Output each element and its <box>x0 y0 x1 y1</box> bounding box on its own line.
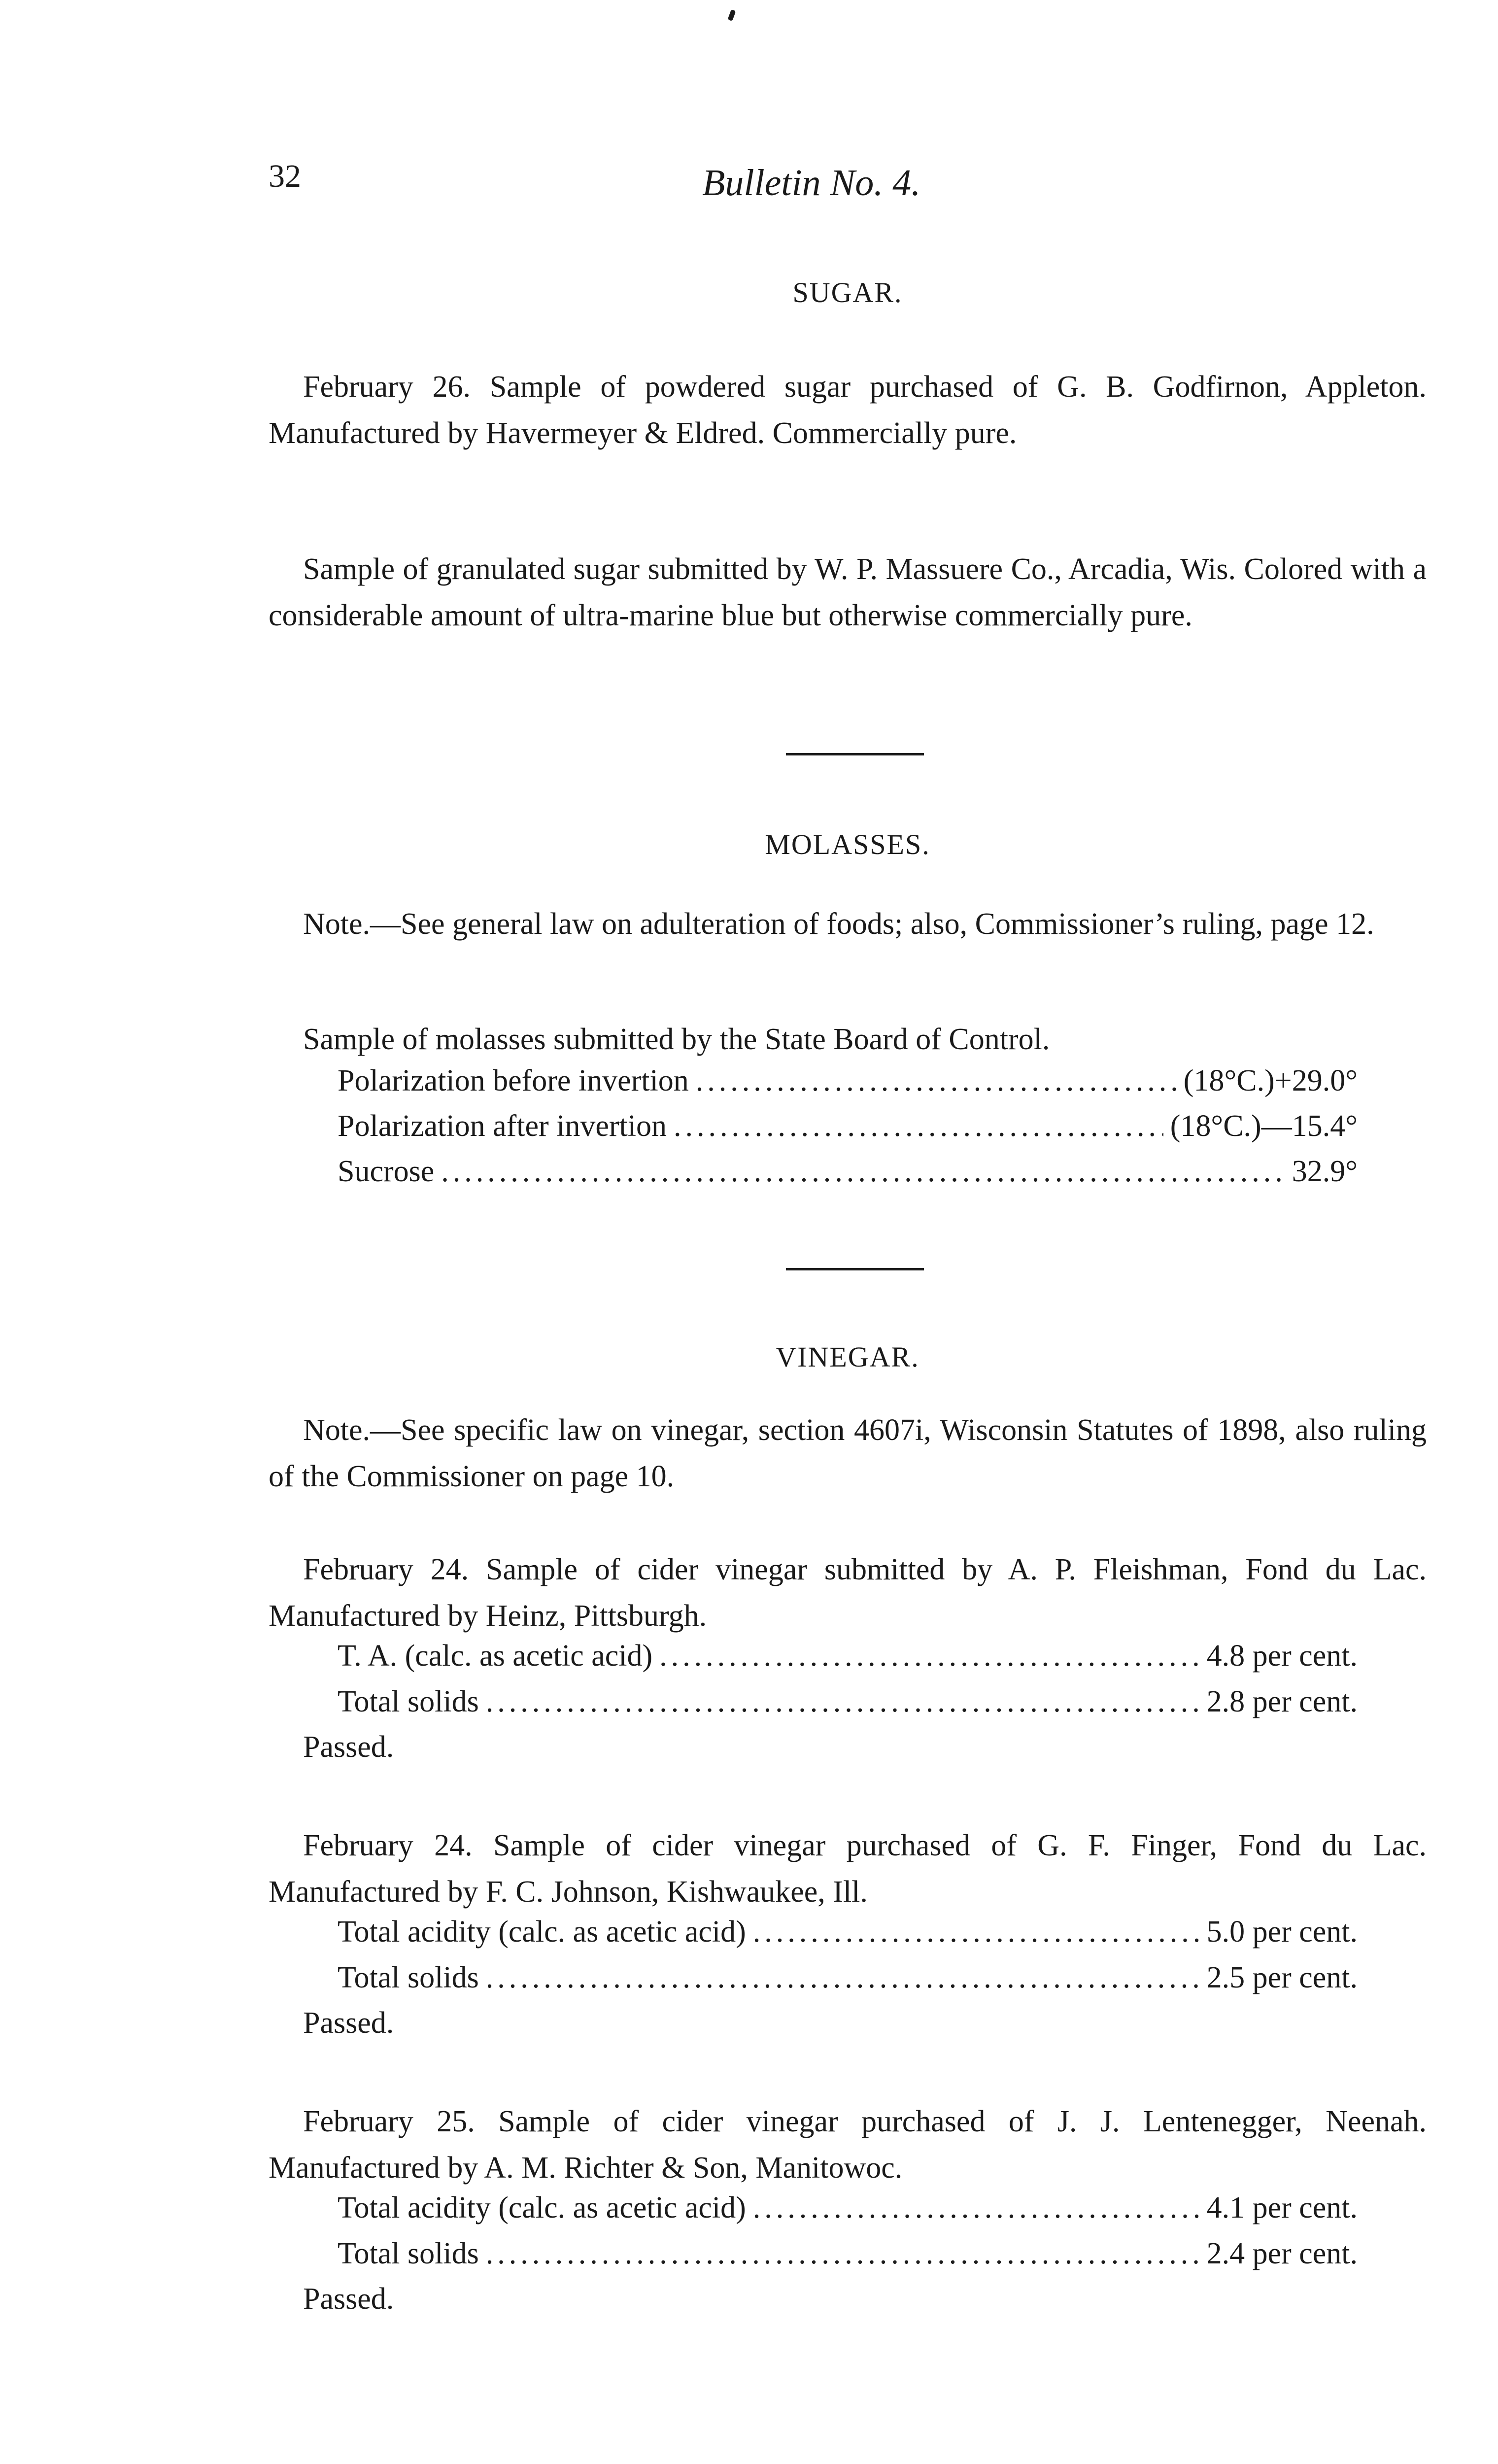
vinegar-note: Note.—See specific law on vinegar, section 4607i, Wisconsin Statutes of 1898, also ruling of the Commissioner on page 10. <box>269 1413 1427 1493</box>
dot-leader <box>486 1960 1200 1995</box>
page-header <box>269 158 1427 207</box>
row-value: 32.9° <box>1292 1155 1358 1188</box>
row-label: Total acidity (calc. as acetic acid) <box>338 2191 746 2224</box>
row-value: (18°C.)+29.0° <box>1183 1064 1358 1097</box>
row-value: 2.8 per cent. <box>1206 1685 1358 1718</box>
molasses-sample: Sample of molasses submitted by the State Board of Control. <box>303 1023 1050 1056</box>
dot-leader <box>674 1109 1163 1144</box>
molasses-row <box>338 1154 1358 1189</box>
dot-leader <box>753 2190 1200 2225</box>
section-title-sugar: SUGAR. <box>792 276 903 308</box>
section-divider <box>786 753 924 755</box>
vinegar-row <box>338 1915 1358 1950</box>
dot-leader <box>441 1154 1285 1189</box>
ink-speck <box>728 9 736 21</box>
vinegar-entry-text: February 24. Sample of cider vinegar submitted by A. P. Fleishman, Fond du Lac. Manufactured by Heinz, Pittsburgh. <box>269 1553 1427 1633</box>
dot-leader <box>486 1684 1200 1719</box>
row-value: 2.4 per cent. <box>1206 2237 1358 2270</box>
vinegar-row <box>338 2190 1358 2225</box>
section-title-molasses: MOLASSES. <box>765 828 930 860</box>
row-label: Total solids <box>338 1685 479 1718</box>
vinegar-result: Passed. <box>303 2006 394 2040</box>
vinegar-entry-text: February 25. Sample of cider vinegar purchased of J. J. Lentenegger, Neenah. Manufactured by A. M. Richter & Son, Manitowoc. <box>269 2105 1427 2185</box>
row-label: Polarization before invertion <box>338 1064 689 1097</box>
dot-leader <box>696 1063 1177 1098</box>
row-value: 2.5 per cent. <box>1206 1961 1358 1994</box>
row-value: 5.0 per cent. <box>1206 1915 1358 1949</box>
section-title-vinegar: VINEGAR. <box>776 1341 919 1373</box>
sugar-paragraph-2: Sample of granulated sugar submitted by W. P. Massuere Co., Arcadia, Wis. Colored with a considerable amount of ultra-marine blue but otherwise commercially pure. <box>269 552 1427 632</box>
row-label: Sucrose <box>338 1155 435 1188</box>
row-label: T. A. (calc. as acetic acid) <box>338 1639 653 1673</box>
row-label: Polarization after invertion <box>338 1109 667 1143</box>
row-value: 4.8 per cent. <box>1206 1639 1358 1673</box>
vinegar-result: Passed. <box>303 2282 394 2316</box>
vinegar-entry-text: February 24. Sample of cider vinegar purchased of G. F. Finger, Fond du Lac. Manufactured by F. C. Johnson, Kishwaukee, Ill. <box>269 1829 1427 1909</box>
row-value: (18°C.)—15.4° <box>1170 1109 1358 1143</box>
running-head: Bulletin No. 4. <box>702 162 921 204</box>
row-label: Total solids <box>338 1961 479 1994</box>
row-label: Total acidity (calc. as acetic acid) <box>338 1915 746 1949</box>
sugar-paragraph-1: February 26. Sample of powdered sugar purchased of G. B. Godfirnon, Appleton. Manufactured by Havermeyer & Eldred. Commercially pure. <box>269 370 1427 450</box>
vinegar-row <box>338 1960 1358 1995</box>
section-divider <box>786 1268 924 1270</box>
dot-leader <box>486 2236 1200 2271</box>
row-label: Total solids <box>338 2237 479 2270</box>
vinegar-row <box>338 1639 1358 1674</box>
dot-leader <box>659 1639 1199 1674</box>
vinegar-row <box>338 1684 1358 1719</box>
molasses-note: Note.—See general law on adulteration of foods; also, Commissioner’s ruling, page 12. <box>303 907 1374 941</box>
row-value: 4.1 per cent. <box>1206 2191 1358 2224</box>
molasses-row <box>338 1109 1358 1144</box>
molasses-row <box>338 1063 1358 1098</box>
dot-leader <box>753 1915 1200 1950</box>
vinegar-result: Passed. <box>303 1730 394 1764</box>
vinegar-row <box>338 2236 1358 2271</box>
page-number: 32 <box>269 158 301 194</box>
